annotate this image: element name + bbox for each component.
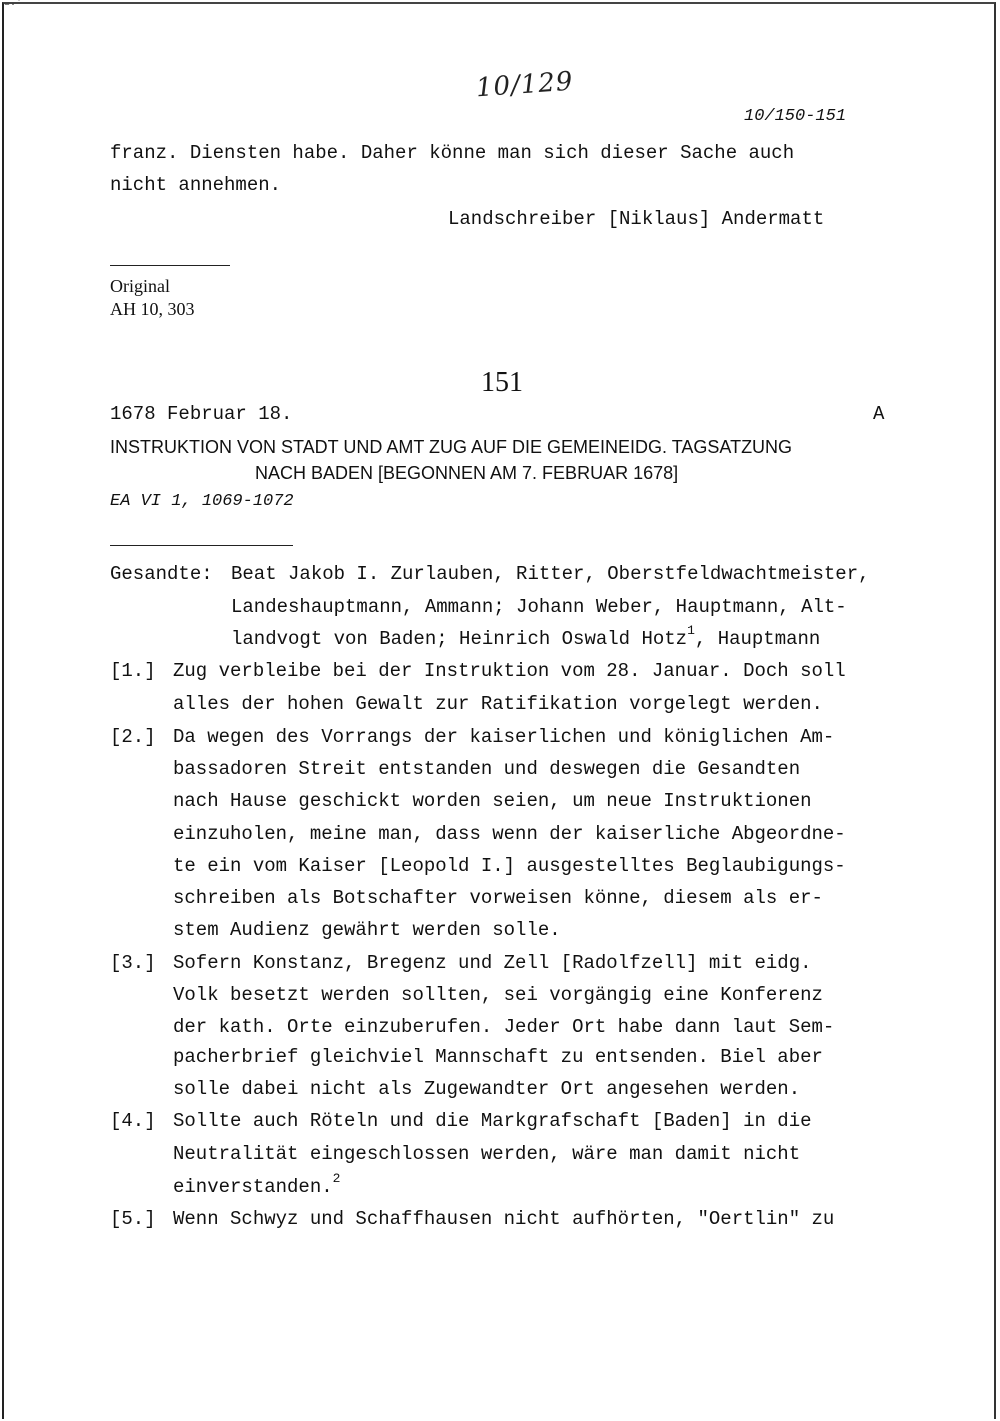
entry-title-line-2: NACH BADEN [BEGONNEN AM 7. FEBRUAR 1678]: [255, 463, 679, 483]
item-number: [2.]: [110, 726, 156, 748]
source-label: Original: [110, 276, 170, 296]
prev-signature: Landschreiber [Niklaus] Andermatt: [448, 208, 825, 230]
item-text-line: Neutralität eingeschlossen werden, wäre man damit nicht: [173, 1143, 801, 1165]
item-text-line: solle dabei nicht als Zugewandter Ort angesehen werden.: [173, 1078, 801, 1100]
source-divider: [110, 265, 230, 266]
envoys-line-3-text: landvogt von Baden; Heinrich Oswald Hotz: [231, 628, 688, 650]
archive-handwritten-mark: 10/129: [475, 66, 575, 104]
envoys-label: Gesandte:: [110, 563, 213, 585]
envoys-line-3: [231, 623, 821, 650]
footnote-ref-2: 2: [332, 1171, 341, 1186]
item-text-line: Da wegen des Vorrangs der kaiserlichen und königlichen Am-: [173, 726, 835, 748]
item-text-line: bassadoren Streit entstanden und deswegen die Gesandten: [173, 758, 801, 780]
envoys-line-2: Landeshauptmann, Ammann; Johann Weber, Hauptmann, Alt-: [231, 596, 847, 618]
item-number: [4.]: [110, 1110, 156, 1132]
item-number: [5.]: [110, 1208, 156, 1230]
header-divider: [110, 545, 293, 546]
item-number: [1.]: [110, 660, 156, 682]
entry-reference: EA VI 1, 1069-1072: [110, 492, 294, 511]
item-text-line: nach Hause geschickt worden seien, um neue Instruktionen: [173, 790, 812, 812]
entry-date: 1678 Februar 18.: [110, 403, 293, 425]
entry-letter: A: [873, 403, 885, 425]
item-text-line: stem Audienz gewährt werden solle.: [173, 919, 561, 941]
page-reference: 10/150-151: [744, 107, 847, 126]
item-text-line: Wenn Schwyz und Schaffhausen nicht aufhörten, "Oertlin" zu: [173, 1208, 835, 1230]
item-text-line: pacherbrief gleichviel Mannschaft zu entsenden. Biel aber: [173, 1046, 823, 1068]
item-text-line: Sollte auch Röteln und die Markgrafschaft [Baden] in die: [173, 1110, 812, 1132]
footnote-ref-1: 1: [687, 623, 695, 638]
item-text-line: [173, 1171, 341, 1198]
item-text-line: einzuholen, meine man, dass wenn der kaiserliche Abgeordne-: [173, 823, 846, 845]
prev-text-line-2: nicht annehmen.: [110, 174, 282, 196]
envoys-line-3-end: , Hauptmann: [694, 628, 821, 650]
source-reference: AH 10, 303: [110, 299, 195, 319]
item-text-line: schreiben als Botschafter vorweisen könne, diesem als er-: [173, 887, 823, 909]
item-text-line: te ein vom Kaiser [Leopold I.] ausgestelltes Beglaubigungs-: [173, 855, 846, 877]
item-text-line: Volk besetzt werden sollten, sei vorgängig eine Konferenz: [173, 984, 823, 1006]
item-number: [3.]: [110, 952, 156, 974]
envoys-line-1: Beat Jakob I. Zurlauben, Ritter, Oberstfeldwachtmeister,: [231, 563, 870, 585]
entry-number: 151: [481, 367, 523, 398]
prev-text-line-1: franz. Diensten habe. Daher könne man sich dieser Sache auch: [110, 142, 795, 164]
item-text-end: einverstanden.: [173, 1176, 333, 1198]
item-text-line: der kath. Orte einzuberufen. Jeder Ort habe dann laut Sem-: [173, 1016, 835, 1038]
item-text-line: alles der hohen Gewalt zur Ratifikation vorgelegt werden.: [173, 693, 823, 715]
item-text-line: Sofern Konstanz, Bregenz und Zell [Radolfzell] mit eidg.: [173, 952, 812, 974]
item-text-line: Zug verbleibe bei der Instruktion vom 28. Januar. Doch soll: [173, 660, 846, 682]
corner-mark: –·˙: [4, 0, 23, 11]
entry-title-line-1: INSTRUKTION VON STADT UND AMT ZUG AUF DIE GEMEINEIDG. TAGSATZUNG: [110, 437, 793, 457]
